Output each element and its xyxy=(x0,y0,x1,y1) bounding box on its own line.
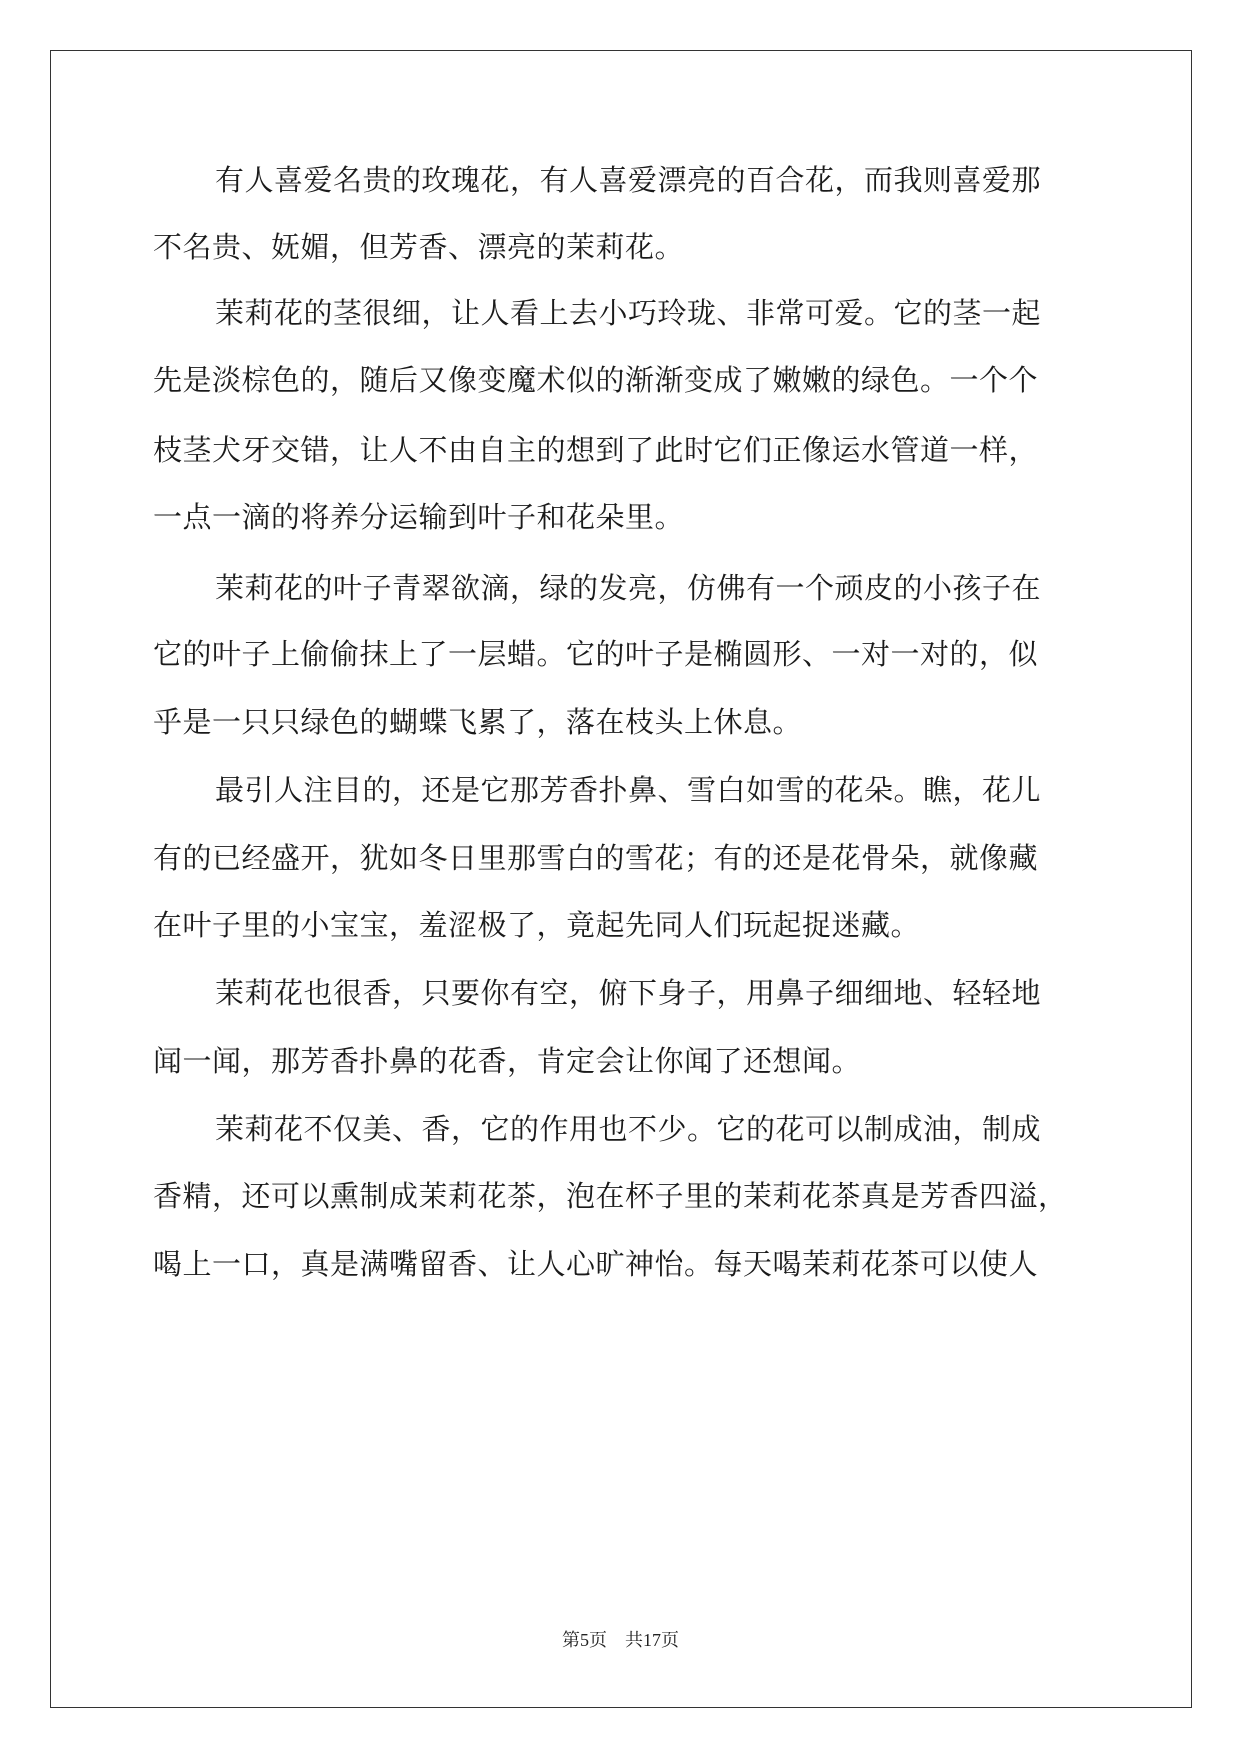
page-total: 共17页 xyxy=(625,1630,679,1650)
text-line: 它的叶子上偷偷抹上了一层蜡。它的叶子是椭圆形、一对一对的，似 xyxy=(153,637,1039,671)
text-line: 茉莉花不仅美、香，它的作用也不少。它的花可以制成油，制成 xyxy=(215,1112,1042,1146)
text-line: 茉莉花的叶子青翠欲滴，绿的发亮，仿佛有一个顽皮的小孩子在 xyxy=(215,571,1042,605)
text-line: 一点一滴的将养分运输到叶子和花朵里。 xyxy=(153,500,685,534)
page-number: 第5页 xyxy=(562,1630,607,1650)
text-line: 乎是一只只绿色的蝴蝶飞累了，落在枝头上休息。 xyxy=(153,705,803,739)
text-line: 香精，还可以熏制成茉莉花茶，泡在杯子里的茉莉花茶真是芳香四溢， xyxy=(153,1179,1068,1213)
text-line: 有的已经盛开，犹如冬日里那雪白的雪花；有的还是花骨朵，就像藏 xyxy=(153,841,1039,875)
text-line: 喝上一口，真是满嘴留香、让人心旷神怡。每天喝茉莉花茶可以使人 xyxy=(153,1247,1039,1281)
text-line: 先是淡棕色的，随后又像变魔术似的渐渐变成了嫩嫩的绿色。一个个 xyxy=(153,363,1039,397)
text-line: 枝茎犬牙交错，让人不由自主的想到了此时它们正像运水管道一样， xyxy=(153,433,1039,467)
page-footer xyxy=(0,1626,1241,1652)
text-line: 茉莉花的茎很细，让人看上去小巧玲珑、非常可爱。它的茎一起 xyxy=(215,296,1042,330)
text-line: 在叶子里的小宝宝，羞涩极了，竟起先同人们玩起捉迷藏。 xyxy=(153,908,921,942)
text-line: 有人喜爱名贵的玫瑰花，有人喜爱漂亮的百合花，而我则喜爱那 xyxy=(215,163,1042,197)
text-line: 最引人注目的，还是它那芳香扑鼻、雪白如雪的花朵。瞧，花儿 xyxy=(215,773,1042,807)
text-line: 不名贵、妩媚，但芳香、漂亮的茉莉花。 xyxy=(153,230,685,264)
text-line: 茉莉花也很香，只要你有空，俯下身子，用鼻子细细地、轻轻地 xyxy=(215,976,1042,1010)
text-line: 闻一闻，那芳香扑鼻的花香，肯定会让你闻了还想闻。 xyxy=(153,1044,862,1078)
